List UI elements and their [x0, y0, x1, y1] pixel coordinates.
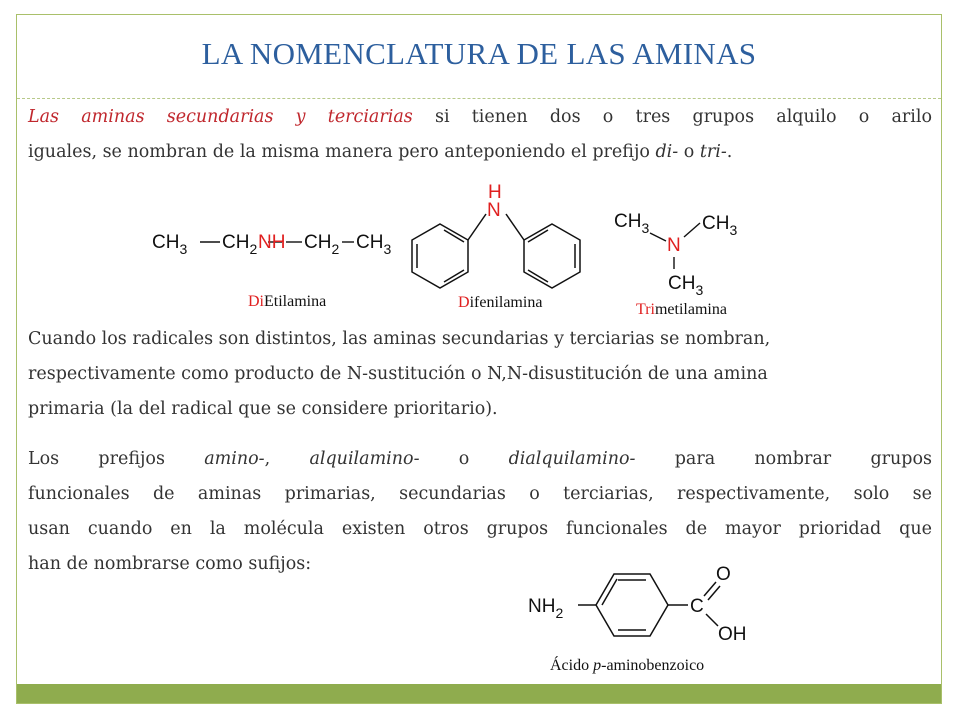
paragraph-2-line: primaria (la del radical que se considere prioritario).: [28, 399, 498, 419]
caption-dietilamina: DiEtilamina: [248, 293, 327, 310]
caption-difenilamina: Difenilamina: [458, 294, 543, 311]
nh-label: NH: [258, 232, 286, 253]
bottom-accent-bar: [17, 684, 941, 703]
paragraph-prefixes: [28, 442, 932, 582]
n-label: N: [487, 200, 501, 221]
ch2-label: CH: [304, 232, 332, 253]
text-fragment: si tienen dos o tres grupos alquilo o arilo: [412, 107, 932, 127]
n-label: N: [667, 235, 681, 256]
paragraph-2-line: respectivamente como producto de N-sustitución o N,N-disustitución de una amina: [28, 364, 768, 384]
ch3-label: CH: [614, 211, 642, 232]
c-label: C: [690, 596, 704, 617]
diethylamine-structure: [148, 220, 398, 320]
aminobenzoic-acid-structure: [520, 560, 780, 678]
slide-title: LA NOMENCLATURA DE LAS AMINAS: [201, 36, 757, 71]
paragraph-different-radicals: [28, 322, 932, 427]
svg-text:CH2: $CH_2$: [222, 232, 258, 257]
bond: [684, 223, 700, 237]
ch3-label: CH: [152, 232, 180, 253]
diphenylamine-structure: [400, 178, 600, 318]
oh-label: OH: [718, 624, 747, 645]
prefix-tri: tri-: [699, 142, 727, 162]
title-divider: [17, 98, 941, 99]
paragraph-3-line-2: funcionales de aminas primarias, secundarias o terciarias, respectivamente, solo se: [28, 484, 932, 504]
paragraph-1-line-2: [28, 135, 932, 170]
paragraph-1-line-1: [28, 100, 932, 135]
text-fragment: .: [726, 142, 733, 162]
text-fragment: o: [678, 142, 700, 162]
text-fragment: Los prefijos: [28, 449, 205, 469]
paragraph-3-line-4: han de nombrarse como sufijos:: [28, 554, 312, 574]
bond: [506, 214, 524, 240]
svg-text:CH3: $CH_3$: [702, 213, 738, 238]
phenyl-ring-left: [412, 224, 468, 288]
bond: [706, 614, 718, 626]
caption-trimetilamina: Trimetilamina: [636, 301, 727, 318]
trimethylamine-structure: [608, 205, 778, 320]
h-label: H: [488, 182, 502, 203]
svg-text:CH2: $CH_2$: [304, 232, 340, 257]
text-fragment: iguales, se nombran de la misma manera pero anteponiendo el prefijo: [28, 142, 656, 162]
text-fragment: o: [419, 449, 509, 469]
svg-text:NH: [258, 232, 285, 253]
paragraph-3-line-3: usan cuando en la molécula existen otros grupos funcionales de mayor prioridad que: [28, 519, 932, 539]
prefix-dialquilamino: dialquilamino-: [508, 449, 636, 469]
ch3-label: CH: [668, 273, 696, 294]
prefix-alquilamino: alquilamino-: [309, 449, 420, 469]
caption-acido-p-aminobenzoico: Ácido p-aminobenzoico: [550, 657, 705, 674]
svg-text:CH3: $CH_3$: [356, 232, 392, 257]
phenyl-ring-right: [524, 224, 580, 288]
svg-text:CH3: $CH_3$: [668, 273, 704, 298]
svg-text:CH3: $CH_3$: [152, 232, 188, 257]
svg-text:NH2: $NH_2$: [528, 596, 564, 621]
o-label: O: [716, 564, 731, 585]
text-fragment: ,: [264, 449, 310, 469]
prefix-di: di-: [655, 142, 679, 162]
paragraph-secondary-tertiary-amines: [28, 100, 932, 170]
bond: [650, 233, 666, 241]
prefix-amino: amino-: [204, 449, 265, 469]
text-fragment: para nombrar grupos: [635, 449, 932, 469]
ch3-label: CH: [702, 213, 730, 234]
highlight-secondary-tertiary: Las aminas secundarias y terciarias: [28, 107, 413, 127]
paragraph-3-line-1: [28, 442, 932, 477]
benzene-ring: [596, 574, 668, 636]
ch3-label: CH: [356, 232, 384, 253]
svg-text:CH3: $CH_3$: [614, 211, 650, 236]
paragraph-2-line: Cuando los radicales son distintos, las aminas secundarias y terciarias se nombran,: [28, 329, 771, 349]
nh2-label: NH: [528, 596, 556, 617]
bond: [468, 214, 486, 240]
ch2-label: CH: [222, 232, 250, 253]
